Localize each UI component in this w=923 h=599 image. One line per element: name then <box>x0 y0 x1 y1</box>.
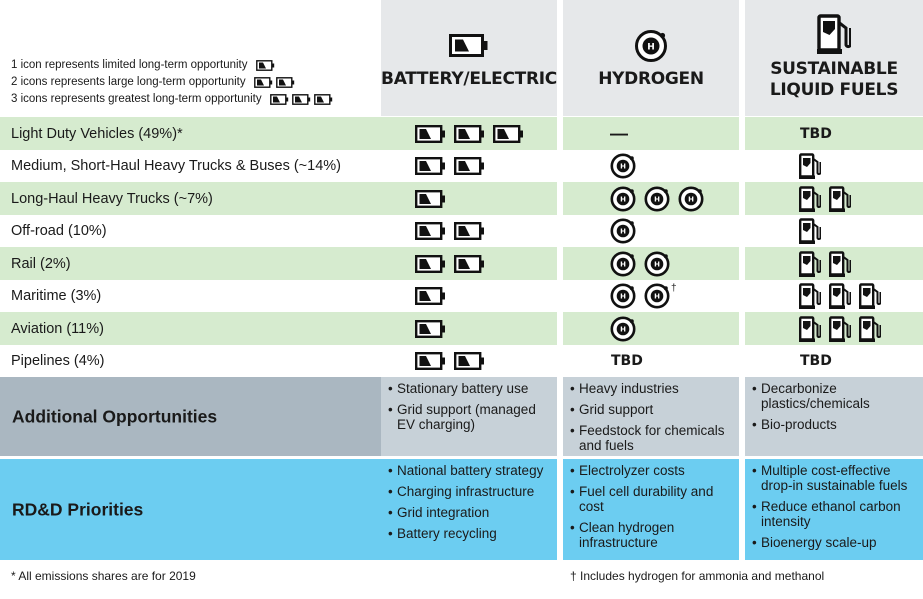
row-label-cell <box>0 117 381 150</box>
row-label: Off-road (10%) <box>11 223 107 239</box>
row-label-cell <box>0 215 381 247</box>
rdd-hydrogen-cell <box>563 459 739 560</box>
hydrogen-icon <box>610 316 636 342</box>
fuel-pump-icon <box>799 218 821 244</box>
battery-icon <box>454 125 485 143</box>
table-row <box>0 150 923 182</box>
svg-text:H: H <box>688 195 694 204</box>
fuels-rating <box>799 283 881 309</box>
hydrogen-icon <box>678 186 704 212</box>
rdd-battery-list <box>387 463 553 547</box>
hydrogen-cell <box>563 117 739 150</box>
row-label: Maritime (3%) <box>11 288 102 304</box>
row-label: Pipelines (4%) <box>11 353 105 369</box>
rdd-hydrogen-list <box>569 463 735 556</box>
fuels-column-header <box>745 0 923 116</box>
battery-cell <box>381 345 557 377</box>
row-label: Aviation (11%) <box>11 320 104 337</box>
fuel-pump-icon <box>799 316 821 342</box>
fuels-cell <box>745 215 923 247</box>
hydrogen-rating <box>610 218 636 244</box>
battery-icon <box>415 320 446 338</box>
legend-icons-3 <box>270 94 333 105</box>
battery-icon <box>415 157 446 175</box>
bullet-item: • Charging infrastructure <box>387 484 553 499</box>
table-row <box>0 247 923 280</box>
row-label-cell <box>0 312 381 345</box>
rdd-priorities-row <box>0 459 923 560</box>
svg-text:H: H <box>620 292 626 301</box>
fuels-rating <box>799 218 821 244</box>
legend-text-2: 2 icons represents large long-term opportunity <box>11 76 246 88</box>
battery-cell <box>381 247 557 280</box>
fuels-rating <box>799 153 821 179</box>
svg-text:H: H <box>647 42 655 53</box>
additional-fuels-list <box>751 381 919 438</box>
bullet-item: • Bio-products <box>751 417 919 432</box>
hydrogen-footnote-mark: † <box>671 283 677 294</box>
svg-text:H: H <box>620 195 626 204</box>
bullet-item: • Bioenergy scale-up <box>751 535 919 550</box>
bullet-item: • Multiple cost-effective drop-in sustainable fuels <box>751 463 919 493</box>
table-row <box>0 280 923 312</box>
battery-icon <box>254 77 273 88</box>
additional-hydrogen-cell <box>563 377 739 456</box>
row-label: Rail (2%) <box>11 255 71 272</box>
additional-opportunities-row <box>0 377 923 456</box>
battery-rating <box>415 320 446 338</box>
legend-icons-1 <box>256 60 275 71</box>
fuel-pump-icon <box>859 316 881 342</box>
fuel-pump-icon <box>829 251 851 277</box>
battery-icon <box>256 60 275 71</box>
bullet-item: • National battery strategy <box>387 463 553 478</box>
battery-icon <box>415 125 446 143</box>
row-label-cell <box>0 150 381 182</box>
bullet-item: • Grid integration <box>387 505 553 520</box>
fuels-tbd: TBD <box>800 125 832 142</box>
battery-cell <box>381 312 557 345</box>
battery-cell <box>381 280 557 312</box>
battery-icon <box>415 222 446 240</box>
row-label-cell <box>0 345 381 377</box>
fuel-pump-icon <box>799 153 821 179</box>
rdd-title-cell <box>0 459 381 560</box>
table-row <box>0 345 923 377</box>
bullet-item: • Grid support <box>569 402 735 417</box>
bullet-item: • Battery recycling <box>387 526 553 541</box>
fuels-title-line-2: LIQUID FUELS <box>769 80 899 100</box>
legend-text-3: 3 icons represents greatest long-term opportunity <box>11 93 262 105</box>
fuel-pump-icon <box>829 316 851 342</box>
hydrogen-cell <box>563 247 739 280</box>
hydrogen-rating <box>610 251 670 277</box>
hydrogen-rating <box>610 283 677 309</box>
fuels-rating <box>799 186 851 212</box>
battery-icon <box>454 157 485 175</box>
fuels-rating <box>799 251 851 277</box>
hydrogen-icon <box>610 283 636 309</box>
hydrogen-icon <box>644 283 670 309</box>
fuels-cell <box>745 117 923 150</box>
hydrogen-icon <box>634 29 668 68</box>
battery-icon <box>493 125 524 143</box>
rdd-battery-cell <box>381 459 557 560</box>
fuel-pump-icon <box>799 251 821 277</box>
battery-rating <box>415 255 485 273</box>
svg-text:H: H <box>620 325 626 334</box>
fuels-cell <box>745 280 923 312</box>
legend-line-1 <box>11 57 333 74</box>
battery-column-header <box>381 0 557 116</box>
hydrogen-tbd: TBD <box>611 353 643 369</box>
battery-rating <box>415 222 485 240</box>
battery-rating <box>415 287 446 305</box>
additional-title: Additional Opportunities <box>12 406 218 426</box>
battery-icon <box>292 94 311 105</box>
hydrogen-cell <box>563 150 739 182</box>
hydrogen-rating <box>610 186 704 212</box>
svg-text:H: H <box>654 292 660 301</box>
battery-icon <box>415 190 446 208</box>
hydrogen-icon <box>644 186 670 212</box>
hydrogen-icon <box>610 218 636 244</box>
header-row <box>0 0 923 116</box>
battery-icon <box>270 94 289 105</box>
rdd-fuels-cell <box>745 459 923 560</box>
table-row <box>0 215 923 247</box>
table-row <box>0 117 923 150</box>
additional-fuels-cell <box>745 377 923 456</box>
battery-icon <box>415 287 446 305</box>
row-label-cell <box>0 247 381 280</box>
bullet-item: • Stationary battery use <box>387 381 553 396</box>
table-row <box>0 312 923 345</box>
additional-battery-list <box>387 381 553 438</box>
table-row <box>0 182 923 215</box>
additional-title-cell <box>0 377 381 456</box>
fuels-tbd: TBD <box>800 353 832 369</box>
fuels-title-line-1: SUSTAINABLE <box>770 59 898 79</box>
battery-icon <box>454 255 485 273</box>
battery-icon <box>454 222 485 240</box>
battery-rating <box>415 157 485 175</box>
fuel-pump-icon <box>799 283 821 309</box>
battery-cell <box>381 150 557 182</box>
row-label: Long-Haul Heavy Trucks (~7%) <box>11 190 213 207</box>
hydrogen-column-title: HYDROGEN <box>598 69 704 89</box>
additional-hydrogen-list <box>569 381 735 459</box>
battery-icon <box>415 255 446 273</box>
bullet-item: • Decarbonize plastics/chemicals <box>751 381 919 411</box>
hydrogen-cell <box>563 345 739 377</box>
legend-text-1: 1 icon represents limited long-term opportunity <box>11 59 248 71</box>
fuel-pump-icon <box>799 186 821 212</box>
svg-text:H: H <box>654 260 660 269</box>
fuels-column-title <box>745 59 923 101</box>
battery-rating <box>415 125 524 143</box>
legend-line-3 <box>11 91 333 108</box>
bullet-item: • Grid support (managed EV charging) <box>387 402 553 432</box>
battery-cell <box>381 182 557 215</box>
bullet-item: • Heavy industries <box>569 381 735 396</box>
fuel-pump-icon <box>817 14 851 59</box>
fuels-rating <box>799 316 881 342</box>
battery-cell <box>381 215 557 247</box>
legend-icons-2 <box>254 77 295 88</box>
fuel-pump-icon <box>859 283 881 309</box>
hydrogen-rating <box>610 153 636 179</box>
battery-rating <box>415 352 485 370</box>
row-label: Medium, Short-Haul Heavy Trucks & Buses (~14%) <box>11 158 341 174</box>
fuels-cell <box>745 182 923 215</box>
rdd-title: RD&D Priorities <box>12 499 144 519</box>
battery-icon <box>449 34 489 62</box>
hydrogen-cell <box>563 312 739 345</box>
additional-battery-cell <box>381 377 557 456</box>
legend-line-2 <box>11 74 333 91</box>
hydrogen-icon <box>610 186 636 212</box>
fuels-cell <box>745 312 923 345</box>
fuel-pump-icon <box>829 283 851 309</box>
hydrogen-cell <box>563 280 739 312</box>
battery-rating <box>415 190 446 208</box>
rdd-fuels-list <box>751 463 919 556</box>
bullet-item: • Electrolyzer costs <box>569 463 735 478</box>
svg-text:H: H <box>620 162 626 171</box>
bullet-item: • Reduce ethanol carbon intensity <box>751 499 919 529</box>
footnote-hydrogen: † Includes hydrogen for ammonia and methanol <box>570 569 825 583</box>
hydrogen-icon <box>644 251 670 277</box>
row-label: Light Duty Vehicles (49%)* <box>11 125 183 142</box>
battery-icon <box>454 352 485 370</box>
row-label-cell <box>0 280 381 312</box>
bullet-item: • Fuel cell durability and cost <box>569 484 735 514</box>
legend <box>11 57 333 108</box>
battery-cell <box>381 117 557 150</box>
battery-column-title: BATTERY/ELECTRIC <box>381 69 557 89</box>
svg-text:H: H <box>620 227 626 236</box>
hydrogen-none: — <box>610 123 628 143</box>
battery-icon <box>276 77 295 88</box>
fuels-cell <box>745 345 923 377</box>
bullet-item: • Feedstock for chemicals and fuels <box>569 423 735 453</box>
hydrogen-rating <box>610 316 636 342</box>
hydrogen-column-header <box>563 0 739 116</box>
svg-text:H: H <box>620 260 626 269</box>
battery-icon <box>314 94 333 105</box>
hydrogen-icon <box>610 153 636 179</box>
fuel-pump-icon <box>829 186 851 212</box>
fuels-cell <box>745 150 923 182</box>
hydrogen-cell <box>563 215 739 247</box>
legend-cell <box>0 0 381 116</box>
footnote-emissions: * All emissions shares are for 2019 <box>11 569 196 583</box>
hydrogen-icon <box>610 251 636 277</box>
svg-text:H: H <box>654 195 660 204</box>
fuels-cell <box>745 247 923 280</box>
hydrogen-cell <box>563 182 739 215</box>
battery-icon <box>415 352 446 370</box>
bullet-item: • Clean hydrogen infrastructure <box>569 520 735 550</box>
row-label-cell <box>0 182 381 215</box>
